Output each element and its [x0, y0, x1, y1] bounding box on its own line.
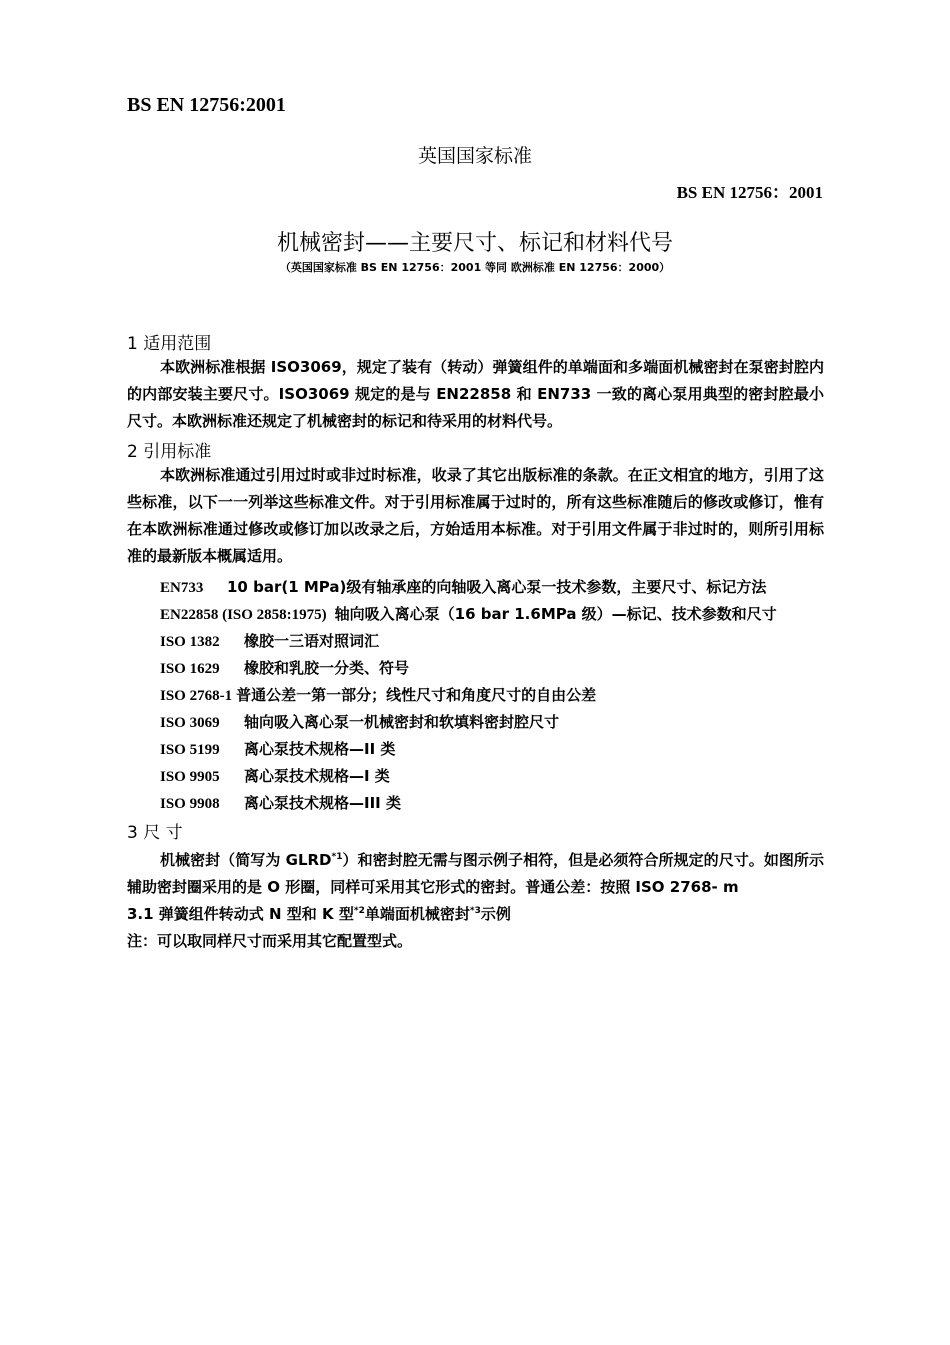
section-3-paragraph: 机械密封（简写为 GLRD$^{*1}$）和密封腔无需与图示例子相符，但是必须符合所规定的尺寸。如图所示辅助密封圈采用的是 O 形圈，同样可采用其它形式的密封。普通公差：按照 ISO 2768- m — [127, 851, 824, 896]
reference-item: ISO 9908 离心泵技术规格—III 类 — [160, 794, 401, 812]
doc-code-header: BS EN 12756:2001 — [127, 94, 286, 116]
doc-code-right: BS EN 12756：2001 — [676, 183, 823, 202]
section-2-paragraph: 本欧洲标准通过引用过时或非过时标准，收录了其它出版标准的条款。在正文相宜的地方，引用了这些标准，以下一一列举这些标准文件。对于引用标准属于过时的，所有这些标准随后的修改或修订，惟有在本欧洲标准通过修改或修订加以改录之后，方始适用本标准。对于引用文件属于非过时的，则所引用标准的最新版本概属适用。 — [127, 466, 824, 565]
note-text: 注：可以取同样尺寸而采用其它配置型式。 — [127, 932, 413, 950]
section-3-heading: 3 尺 寸 — [127, 823, 183, 843]
section-2-heading: 2 引用标准 — [127, 442, 212, 462]
document-title: 机械密封——主要尺寸、标记和材料代号 — [276, 231, 673, 256]
document-subtitle: （英国国家标准 BS EN 12756：2001 等同 欧洲标准 EN 12756：2000） — [279, 261, 671, 274]
reference-item: ISO 5199 离心泵技术规格—II 类 — [160, 740, 396, 758]
section-1-paragraph: 本欧洲标准根据 ISO3069，规定了装有（转动）弹簧组件的单端面和多端面机械密封在泵密封腔内的内部安装主要尺寸。ISO3069 规定的是与 EN22858 和 EN733 一致的离心泵用典型的密封腔最小尺寸。本欧洲标准还规定了机械密封的标记和待采用的材料代号。 — [127, 358, 824, 430]
subsection-3-1-heading: 3.1 弹簧组件转动式 N 型和 K 型$^{*2}$单端面机械密封$^{*3}$示例 — [127, 905, 511, 923]
reference-item: ISO 1382 橡胶一三语对照词汇 — [160, 632, 380, 650]
reference-item: EN733 10 bar(1 MPa)级有轴承座的向轴吸入离心泵一技术参数，主要尺寸、标记方法 — [160, 578, 767, 596]
reference-item: ISO 9905 离心泵技术规格—I 类 — [160, 767, 390, 785]
national-standard-title: 英国国家标准 — [417, 145, 532, 167]
section-1-heading: 1 适用范围 — [127, 334, 212, 354]
reference-item: ISO 2768-1 普通公差一第一部分；线性尺寸和角度尺寸的自由公差 — [160, 686, 597, 704]
reference-item: ISO 1629 橡胶和乳胶一分类、符号 — [160, 659, 410, 677]
reference-item: ISO 3069 轴向吸入离心泵一机械密封和软填料密封腔尺寸 — [160, 713, 560, 731]
reference-item: EN22858 (ISO 2858:1975) 轴向吸入离心泵（16 bar 1.6MPa 级）—标记、技术参数和尺寸 — [160, 605, 777, 623]
